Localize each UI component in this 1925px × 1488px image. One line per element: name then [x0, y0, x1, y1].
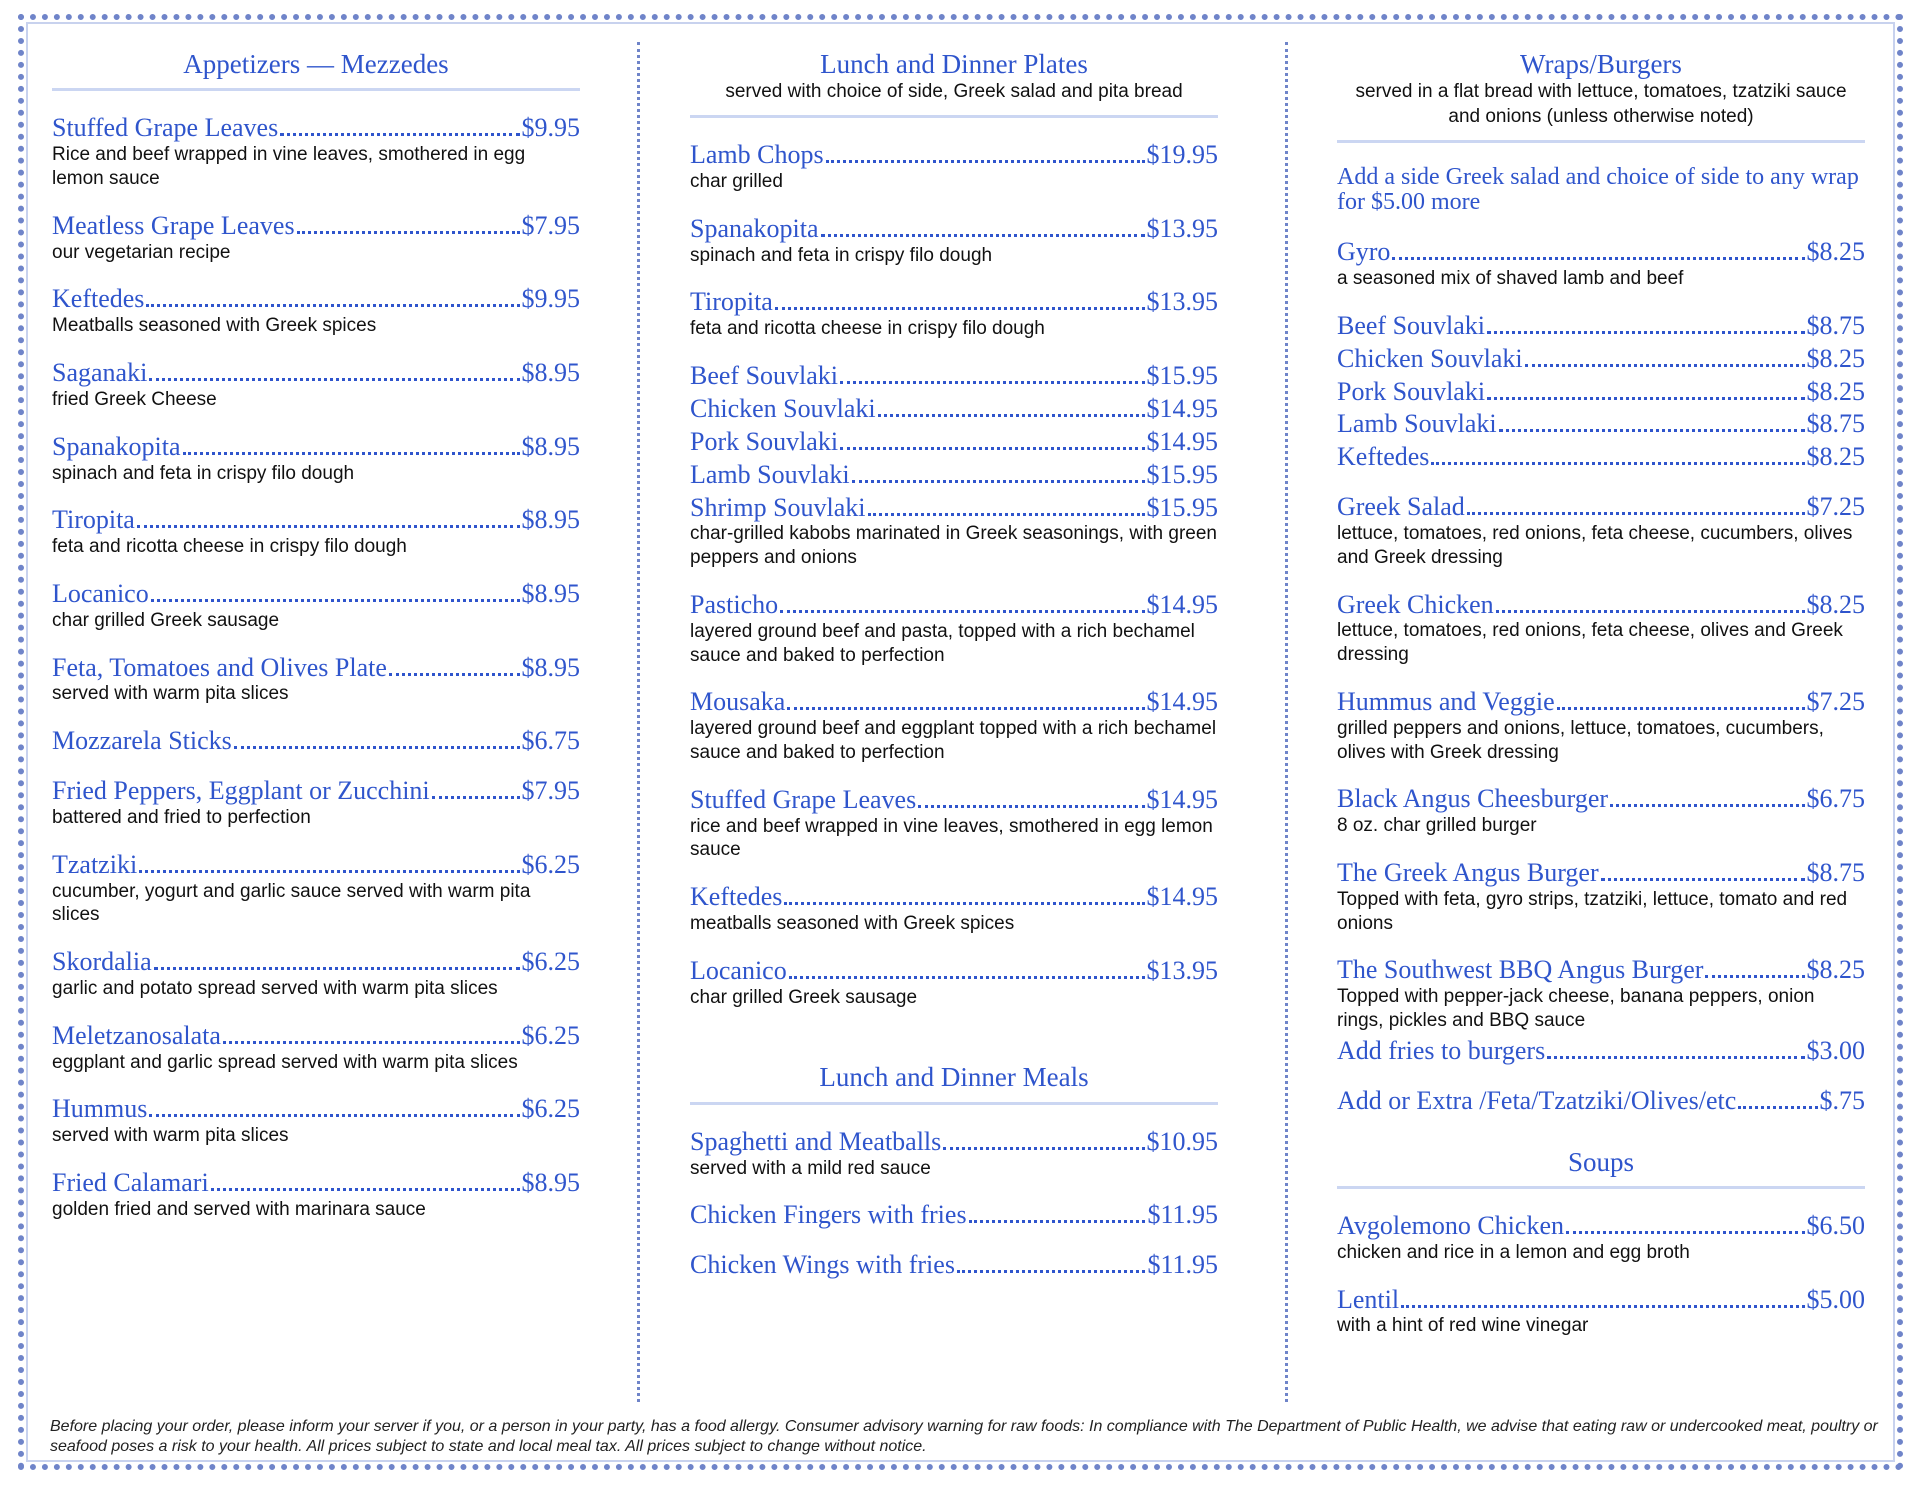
- menu-item: [690, 1250, 1218, 1280]
- menu-item: [690, 882, 1218, 936]
- section-subtitle: served with choice of side, Greek salad and pita bread: [725, 81, 1183, 103]
- menu-item-line: [690, 882, 1218, 912]
- section-wraps-burgers: [1337, 50, 1865, 1116]
- menu-item-name: Chicken Souvlaki: [690, 393, 876, 423]
- menu-item-description: Meatballs seasoned with Greek spices: [52, 315, 377, 337]
- menu-item-line: [52, 1168, 580, 1198]
- menu-item-line: [690, 1250, 1218, 1280]
- section-title: Appetizers — Mezzedes: [183, 49, 449, 79]
- dot-leader: [151, 599, 520, 602]
- menu-item-line: [1337, 1036, 1865, 1066]
- menu-item-name: The Greek Angus Burger: [1337, 858, 1599, 887]
- menu-item-line: [52, 284, 580, 314]
- menu-item: [52, 113, 580, 190]
- dot-leader: [211, 1188, 520, 1191]
- menu-item: [52, 1094, 580, 1148]
- menu-item-name: Beef Souvlaki: [690, 360, 839, 390]
- menu-item-description: Topped with pepper-jack cheese, banana peppers, onion rings, pickles and BBQ sauce: [1337, 986, 1815, 1032]
- dot-leader: [1547, 1056, 1804, 1059]
- menu-item-name: Pork Souvlaki: [690, 426, 839, 456]
- menu-item-price: $8.75: [1806, 858, 1865, 887]
- dot-leader: [1738, 1106, 1817, 1109]
- menu-item-description: rice and beef wrapped in vine leaves, smothered in egg lemon sauce: [690, 815, 1213, 861]
- menu-item-name: Skordalia: [52, 947, 152, 977]
- menu-item-name: Chicken Fingers with fries: [690, 1200, 967, 1230]
- menu-item-price: $15.95: [1146, 492, 1218, 522]
- dot-leader: [969, 1220, 1146, 1223]
- menu-item-line: [690, 287, 1218, 317]
- menu-item-name: Saganaki: [52, 358, 148, 388]
- dot-leader: [1467, 512, 1805, 515]
- menu-item-price: $14.95: [1146, 882, 1218, 912]
- menu-item-description: Topped with feta, gyro strips, tzatziki, lettuce, tomato and red onions: [1337, 888, 1848, 934]
- menu-item-price: $6.75: [521, 726, 580, 756]
- menu-item: [690, 214, 1218, 268]
- menu-item-name: Add or Extra /Feta/Tzatziki/Olives/etc: [1337, 1085, 1737, 1115]
- menu-item-name: Greek Chicken: [1337, 589, 1494, 619]
- dot-leader: [1401, 1305, 1804, 1308]
- menu-item: [1337, 590, 1865, 667]
- menu-item-description: golden fried and served with marinara sauce: [52, 1198, 426, 1220]
- dot-leader: [957, 1270, 1146, 1273]
- menu-item-price: $8.25: [1806, 955, 1865, 985]
- menu-item: [690, 1200, 1218, 1230]
- dot-leader: [154, 967, 520, 970]
- section-subtitle: served in a flat bread with lettuce, tomatoes, tzatziki sauce and onions (unless otherwise noted): [1355, 81, 1847, 128]
- menu-item-description: spinach and feta in crispy filo dough: [690, 244, 993, 266]
- menu-item-price: $6.25: [521, 1094, 580, 1124]
- menu-item: [690, 687, 1218, 764]
- menu-item: [1337, 1036, 1865, 1066]
- menu-item-description: lettuce, tomatoes, red onions, feta cheese, olives and Greek dressing: [1337, 620, 1843, 666]
- menu-item-description: meatballs seasoned with Greek spices: [690, 912, 1015, 934]
- menu-item: [690, 361, 1218, 391]
- menu-item-line: [1337, 1285, 1865, 1315]
- menu-item-price: $5.00: [1806, 1284, 1865, 1314]
- menu-item-price: $19.95: [1146, 140, 1218, 170]
- menu-item-description: lettuce, tomatoes, red onions, feta cheese, cucumbers, olives and Greek dressing: [1337, 523, 1853, 568]
- menu-item: [690, 140, 1218, 194]
- dot-leader: [139, 870, 519, 873]
- dot-leader: [432, 796, 520, 799]
- section-rule: [690, 1102, 1218, 1105]
- menu-item: [52, 776, 580, 830]
- menu-item-line: [1337, 1211, 1865, 1241]
- dot-leader: [789, 976, 1145, 979]
- menu-item: [52, 432, 580, 486]
- menu-item-price: $14.95: [1146, 426, 1218, 456]
- menu-item: [690, 785, 1218, 862]
- menu-item-line: [1337, 237, 1865, 267]
- menu-item-name: Stuffed Grape Leaves: [690, 784, 917, 814]
- menu-item-line: [1337, 442, 1865, 472]
- dot-leader: [943, 1147, 1144, 1150]
- menu-item-description: feta and ricotta cheese in crispy filo dough: [52, 536, 407, 558]
- dot-leader: [223, 1041, 520, 1044]
- menu-item-description: grilled peppers and onions, lettuce, tomatoes, cucumbers, olives with Greek dressing: [1337, 717, 1824, 763]
- menu-item: [52, 211, 580, 265]
- menu-item-line: [52, 850, 580, 880]
- dot-leader: [137, 525, 520, 528]
- dot-leader: [775, 307, 1145, 310]
- menu-item: [690, 590, 1218, 667]
- dot-leader: [1610, 804, 1804, 807]
- menu-item-price: $14.95: [1146, 687, 1218, 717]
- menu-item: [52, 1168, 580, 1222]
- menu-item: [690, 460, 1218, 490]
- menu-item-line: [1337, 492, 1865, 522]
- menu-item-price: $14.95: [1146, 393, 1218, 423]
- menu-item-price: $8.75: [1806, 310, 1865, 340]
- menu-item-line: [690, 785, 1218, 815]
- menu-item: [690, 956, 1218, 1010]
- menu-item-line: [52, 211, 580, 241]
- menu-item: [690, 493, 1218, 570]
- menu-item-line: [1337, 955, 1865, 985]
- menu-item: [52, 579, 580, 633]
- dot-leader: [840, 381, 1144, 384]
- menu-item-description: served with warm pita slices: [52, 683, 289, 705]
- dot-leader: [1392, 257, 1804, 260]
- menu-item-price: $11.95: [1147, 1250, 1218, 1280]
- menu-item-price: $8.95: [521, 358, 580, 388]
- menu-item-line: [1337, 590, 1865, 620]
- menu-item-description: our vegetarian recipe: [52, 241, 231, 263]
- menu-items: [690, 140, 1218, 1009]
- menu-item-line: [690, 140, 1218, 170]
- menu-item-line: [690, 394, 1218, 424]
- menu-item: [52, 284, 580, 338]
- menu-item-price: $8.95: [521, 431, 580, 461]
- section-title: Lunch and Dinner Plates: [820, 49, 1088, 79]
- menu-item: [1337, 1211, 1865, 1265]
- menu-item-description: chicken and rice in a lemon and egg broth: [1337, 1241, 1690, 1263]
- section-title: Lunch and Dinner Meals: [819, 1062, 1089, 1093]
- menu-item-line: [52, 579, 580, 609]
- menu-item: [52, 947, 580, 1001]
- menu-item-line: [690, 687, 1218, 717]
- menu-item-line: [1337, 344, 1865, 374]
- menu-items: [1337, 237, 1865, 1115]
- menu-item-line: [52, 1021, 580, 1051]
- menu-item-price: $7.25: [1806, 686, 1865, 716]
- menu-item-name: Feta, Tomatoes and Olives Plate: [52, 652, 387, 682]
- menu-item-price: $.75: [1819, 1085, 1865, 1115]
- menu-item-line: [52, 653, 580, 683]
- menu-item: [1337, 858, 1865, 935]
- menu-item-price: $14.95: [1146, 589, 1218, 619]
- menu-item-line: [1337, 1086, 1865, 1116]
- menu-item-name: Fried Peppers, Eggplant or Zucchini: [52, 776, 430, 806]
- dot-leader: [297, 231, 520, 234]
- menu-item-name: Avgolemono Chicken: [1337, 1210, 1564, 1240]
- menu-item-price: $14.95: [1146, 784, 1218, 814]
- allergy-disclaimer: Before placing your order, please inform your server if you, or a person in your party, has a food allergy. Consumer advisory warning for raw foods: In compliance with The Department of Public Health, we advise that eating raw or undercooked meat, poultry or seafood poses a risk to your health. All prices subject to state and local meal tax. All prices subject to change without notice.: [50, 1418, 1878, 1455]
- menu-item-description: garlic and potato spread served with warm pita slices: [52, 978, 498, 1000]
- menu-item-name: Fried Calamari: [52, 1168, 209, 1198]
- menu-item: [1337, 1086, 1865, 1116]
- menu-item-description: cucumber, yogurt and garlic sauce served with warm pita slices: [52, 880, 531, 926]
- dot-leader: [1431, 462, 1804, 465]
- menu-item-price: $6.25: [521, 849, 580, 879]
- menu-item-price: $7.25: [1806, 492, 1865, 522]
- dot-leader: [784, 902, 1144, 905]
- menu-item-name: Keftedes: [1337, 442, 1430, 472]
- menu-item-name: Spanakopita: [52, 431, 181, 461]
- menu-item-name: Meletzanosalata: [52, 1020, 221, 1050]
- dot-leader: [1557, 707, 1805, 710]
- menu-item-price: $8.75: [1806, 409, 1865, 439]
- menu-item-description: char grilled Greek sausage: [52, 609, 280, 631]
- menu-item: [1337, 784, 1865, 838]
- menu-item-price: $8.95: [521, 578, 580, 608]
- menu-item-name: Hummus and Veggie: [1337, 686, 1555, 716]
- menu-item-line: [52, 776, 580, 806]
- dot-leader: [780, 610, 1144, 613]
- menu-item: [1337, 237, 1865, 291]
- section-rule: [1337, 1186, 1865, 1189]
- menu-item-price: $6.75: [1806, 784, 1865, 814]
- menu-item-price: $15.95: [1146, 360, 1218, 390]
- menu-item-line: [52, 432, 580, 462]
- menu-item: [52, 1021, 580, 1075]
- menu-item-name: Greek Salad: [1337, 492, 1465, 522]
- menu-item-price: $9.95: [521, 284, 580, 314]
- menu-items: [52, 113, 580, 1221]
- wrap-side-note: Add a side Greek salad and choice of side to any wrap for $5.00 more: [1337, 163, 1859, 215]
- menu-item: [52, 726, 580, 756]
- menu-item: [1337, 1285, 1865, 1339]
- menu-item-price: $7.95: [521, 210, 580, 240]
- dot-leader: [389, 673, 520, 676]
- dot-leader: [868, 513, 1145, 516]
- menu-item-description: spinach and feta in crispy filo dough: [52, 462, 355, 484]
- menu-item-name: Beef Souvlaki: [1337, 310, 1486, 340]
- section-title: Soups: [1567, 1146, 1635, 1177]
- menu-item-price: $6.50: [1806, 1210, 1865, 1240]
- menu-item-description: served with warm pita slices: [52, 1125, 289, 1147]
- menu-item-description: feta and ricotta cheese in crispy filo dough: [690, 318, 1045, 340]
- menu-column-3: [1337, 50, 1865, 1358]
- menu-item-line: [1337, 311, 1865, 341]
- menu-item-line: [1337, 409, 1865, 439]
- menu-item: [690, 1127, 1218, 1181]
- column-divider: [1285, 42, 1292, 1402]
- dot-leader: [183, 452, 520, 455]
- menu-item-line: [52, 113, 580, 143]
- menu-item-line: [1337, 687, 1865, 717]
- menu-item-price: $10.95: [1146, 1126, 1218, 1156]
- menu-item-description: char grilled: [690, 170, 783, 192]
- menu-item-price: $9.95: [521, 113, 580, 143]
- menu-item-name: Meatless Grape Leaves: [52, 210, 295, 240]
- dot-leader: [1487, 397, 1804, 400]
- menu-item-line: [52, 947, 580, 977]
- menu-item-name: Mozzarela Sticks: [52, 726, 232, 756]
- menu-item-name: Locanico: [52, 578, 149, 608]
- menu-item-name: Pasticho: [690, 589, 779, 619]
- menu-column-1: [52, 50, 580, 1242]
- menu-item-price: $13.95: [1146, 213, 1218, 243]
- menu-item: [1337, 344, 1865, 374]
- menu-item: [1337, 687, 1865, 764]
- menu-item-line: [690, 590, 1218, 620]
- menu-item-description: Rice and beef wrapped in vine leaves, smothered in egg lemon sauce: [52, 144, 526, 189]
- dot-leader: [146, 304, 519, 307]
- menu-item-description: 8 oz. char grilled burger: [1337, 815, 1537, 837]
- menu-item-name: Lamb Souvlaki: [690, 459, 850, 489]
- menu-item-line: [690, 214, 1218, 244]
- section-rule: [690, 115, 1218, 118]
- section-soups: [1337, 1148, 1865, 1339]
- dot-leader: [149, 1114, 519, 1117]
- menu-item-description: layered ground beef and eggplant topped with a rich bechamel sauce and baked to perfection: [690, 718, 1217, 763]
- menu-item-price: $13.95: [1146, 287, 1218, 317]
- menu-item-name: Gyro: [1337, 237, 1391, 267]
- menu-item-price: $6.25: [521, 947, 580, 977]
- menu-item-price: $15.95: [1146, 459, 1218, 489]
- section-lunch-dinner-meals: [690, 1063, 1218, 1280]
- menu-item: [1337, 955, 1865, 1032]
- menu-item-name: Spanakopita: [690, 213, 819, 243]
- dot-leader: [1601, 878, 1805, 881]
- menu-item-description: battered and fried to perfection: [52, 807, 311, 828]
- dot-leader: [840, 447, 1144, 450]
- menu-item: [52, 850, 580, 927]
- dot-leader: [1566, 1231, 1805, 1234]
- menu-item-name: Locanico: [690, 955, 787, 985]
- menu-column-2: [690, 50, 1218, 1300]
- menu-item: [1337, 377, 1865, 407]
- dot-leader: [234, 746, 520, 749]
- dot-leader: [852, 480, 1145, 483]
- menu-item-price: $11.95: [1147, 1200, 1218, 1230]
- dot-leader: [878, 414, 1145, 417]
- menu-item-price: $6.25: [521, 1020, 580, 1050]
- menu-item-price: $8.95: [521, 1168, 580, 1198]
- section-rule: [52, 88, 580, 91]
- menu-item-price: $8.25: [1806, 376, 1865, 406]
- menu-item-price: $7.95: [521, 776, 580, 806]
- menu-item-price: $8.95: [521, 652, 580, 682]
- menu-item: [1337, 311, 1865, 341]
- menu-item-name: Chicken Wings with fries: [690, 1250, 955, 1280]
- menu-item-price: $8.25: [1806, 237, 1865, 267]
- menu-item-line: [690, 361, 1218, 391]
- menu-item-name: Hummus: [52, 1094, 148, 1124]
- menu-item: [52, 505, 580, 559]
- menu-item-price: $8.25: [1806, 442, 1865, 472]
- menu-item-name: Lentil: [1337, 1284, 1400, 1314]
- menu-item: [1337, 442, 1865, 472]
- menu-item-name: Stuffed Grape Leaves: [52, 113, 279, 143]
- dot-leader: [1496, 610, 1805, 613]
- menu-item-line: [690, 1200, 1218, 1230]
- menu-item-name: Tiropita: [690, 287, 773, 317]
- dot-leader: [826, 160, 1145, 163]
- menu-item-price: $13.95: [1146, 955, 1218, 985]
- menu-item-name: Add fries to burgers: [1337, 1035, 1546, 1065]
- menu-item-description: with a hint of red wine vinegar: [1337, 1315, 1589, 1337]
- menu-item-description: eggplant and garlic spread served with warm pita slices: [52, 1051, 518, 1073]
- menu-item-line: [690, 956, 1218, 986]
- menu-item-description: fried Greek Cheese: [52, 388, 217, 410]
- menu-item-line: [1337, 858, 1865, 888]
- menu-item-price: $8.25: [1806, 343, 1865, 373]
- menu-item-name: The Southwest BBQ Angus Burger: [1337, 955, 1704, 985]
- menu-item-line: [690, 427, 1218, 457]
- menu-items: [690, 1127, 1218, 1280]
- menu-item-line: [690, 1127, 1218, 1157]
- menu-item: [690, 287, 1218, 341]
- column-divider: [637, 42, 644, 1402]
- menu-item-name: Pork Souvlaki: [1337, 376, 1486, 406]
- menu-item-line: [52, 358, 580, 388]
- menu-item-name: Chicken Souvlaki: [1337, 343, 1523, 373]
- dot-leader: [1487, 331, 1804, 334]
- menu-item-name: Tzatziki: [52, 849, 138, 879]
- section-lunch-dinner-plates: [690, 50, 1218, 1009]
- menu-item-name: Mousaka: [690, 687, 786, 717]
- dot-leader: [918, 805, 1144, 808]
- dot-leader: [280, 133, 519, 136]
- menu-item-line: [1337, 784, 1865, 814]
- menu-item-name: Spaghetti and Meatballs: [690, 1126, 942, 1156]
- menu-item: [1337, 409, 1865, 439]
- menu-item-description: a seasoned mix of shaved lamb and beef: [1337, 267, 1684, 289]
- menu-item-price: $8.25: [1806, 589, 1865, 619]
- dot-leader: [1705, 975, 1804, 978]
- menu-item-description: char grilled Greek sausage: [690, 986, 918, 1008]
- menu-item-name: Lamb Souvlaki: [1337, 409, 1497, 439]
- menu-item-description: served with a mild red sauce: [690, 1157, 931, 1179]
- menu-item-description: char-grilled kabobs marinated in Greek seasonings, with green peppers and onions: [690, 523, 1217, 569]
- menu-item: [690, 427, 1218, 457]
- dot-leader: [787, 707, 1144, 710]
- menu-item-description: layered ground beef and pasta, topped with a rich bechamel sauce and baked to perfection: [690, 620, 1195, 666]
- menu-item-name: Tiropita: [52, 505, 135, 535]
- menu-item-price: $3.00: [1806, 1035, 1865, 1065]
- menu-item-price: $8.95: [521, 505, 580, 535]
- menu-item: [690, 394, 1218, 424]
- dot-leader: [1525, 364, 1805, 367]
- menu-item-name: Lamb Chops: [690, 140, 824, 170]
- menu-item-name: Shrimp Souvlaki: [690, 492, 866, 522]
- section-title: Wraps/Burgers: [1520, 49, 1682, 79]
- dot-leader: [149, 378, 519, 381]
- menu-item-line: [52, 505, 580, 535]
- menu-item-name: Black Angus Cheesburger: [1337, 784, 1609, 814]
- menu-item-name: Keftedes: [690, 882, 783, 912]
- menu-items: [1337, 1211, 1865, 1338]
- menu-item: [1337, 492, 1865, 569]
- menu-item-name: Keftedes: [52, 284, 145, 314]
- section-rule: [1337, 140, 1865, 143]
- menu-item-line: [52, 726, 580, 756]
- dot-leader: [1499, 429, 1805, 432]
- dot-leader: [821, 234, 1145, 237]
- menu-item-line: [52, 1094, 580, 1124]
- menu-item-line: [1337, 377, 1865, 407]
- menu-item: [52, 653, 580, 707]
- menu-item-line: [690, 460, 1218, 490]
- menu-item: [52, 358, 580, 412]
- menu-item-line: [690, 493, 1218, 523]
- section-appetizers: [52, 50, 580, 1222]
